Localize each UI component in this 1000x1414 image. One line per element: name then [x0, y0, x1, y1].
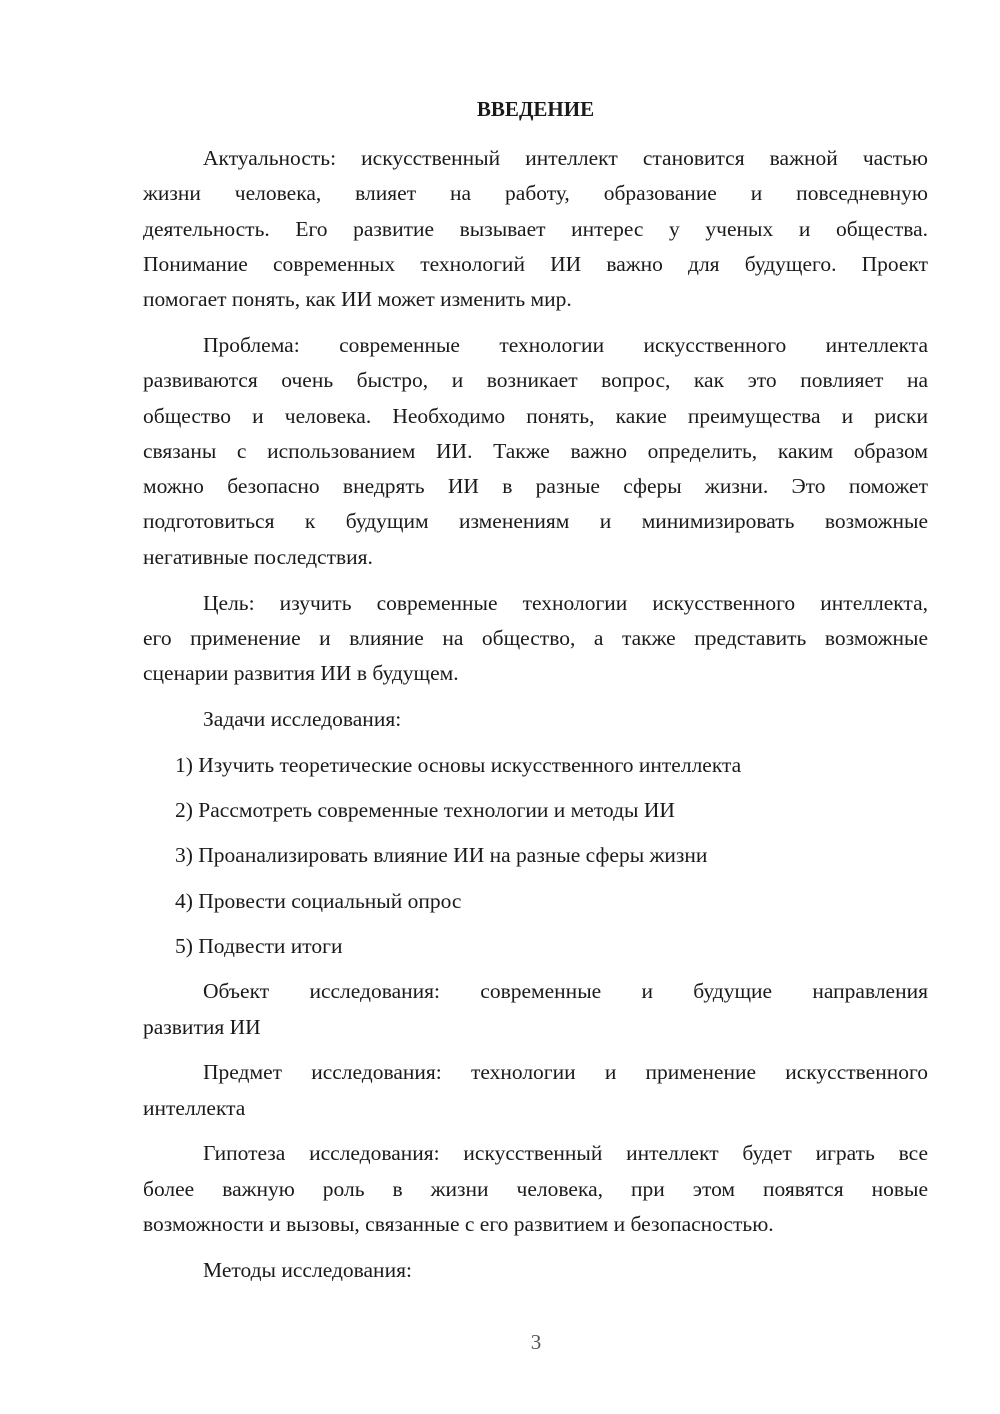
methods-heading [143, 1253, 928, 1288]
text-line: общество и человека. Необходимо понять, какие преимущества и риски [143, 403, 928, 428]
text-line: Предмет исследования: технологии и применение искусственного [203, 1060, 928, 1085]
goal-paragraph [143, 586, 928, 692]
list-item: 2) Рассмотреть современные технологии и методы ИИ [175, 798, 675, 823]
section-heading: ВВЕДЕНИЕ [476, 97, 595, 121]
text-line: Актуальность: искусственный интеллект становится важной частью [203, 146, 928, 170]
text-line: более важную роль в жизни человека, при этом появятся новые [143, 1176, 928, 1201]
document-page [143, 92, 928, 1299]
list-item: 4) Провести социальный опрос [175, 888, 462, 913]
list-item: 1) Изучить теоретические основы искусственного интеллекта [175, 752, 742, 777]
text-line: жизни человека, влияет на работу, образование и повседневную [143, 181, 928, 206]
text-line: интеллекта [143, 1095, 246, 1120]
text-line: помогает понять, как ИИ может изменить мир. [143, 287, 572, 312]
text-line: сценарии развития ИИ в будущем. [143, 661, 459, 686]
hypothesis-paragraph [143, 1136, 928, 1242]
text-line: Гипотеза исследования: искусственный интеллект будет играть все [203, 1141, 928, 1166]
tasks-list [143, 748, 928, 964]
text-line: Цель: изучить современные технологии искусственного интеллекта, [203, 590, 928, 615]
object-paragraph [143, 974, 928, 1045]
list-item: 5) Подвести итоги [175, 933, 343, 958]
text-line: связаны с использованием ИИ. Также важно определить, каким образом [143, 438, 928, 463]
problem-paragraph [143, 328, 928, 575]
text-line: возможности и вызовы, связанные с его развитием и безопасностью. [143, 1212, 774, 1237]
page-number: 3 [530, 1330, 542, 1354]
relevance-paragraph [143, 141, 928, 317]
list-item: 3) Проанализировать влияние ИИ на разные сферы жизни [175, 843, 708, 868]
tasks-heading [143, 702, 928, 737]
text-line: деятельность. Его развитие вызывает интерес у ученых и общества. [143, 216, 928, 241]
text-line: негативные последствия. [143, 544, 373, 569]
text-line: развития ИИ [143, 1014, 261, 1039]
text-line: его применение и влияние на общество, а также представить возможные [143, 625, 928, 650]
text-line: Методы исследования: [203, 1257, 412, 1282]
text-line: развиваются очень быстро, и возникает вопрос, как это повлияет на [143, 368, 928, 393]
text-line: Проблема: современные технологии искусственного интеллекта [203, 332, 928, 357]
text-line: Объект исследования: современные и будущие направления [203, 979, 928, 1004]
text-line: Задачи исследования: [203, 706, 402, 731]
subject-paragraph [143, 1055, 928, 1126]
text-line: подготовиться к будущим изменениям и минимизировать возможные [143, 509, 928, 534]
text-line: Понимание современных технологий ИИ важно для будущего. Проект [143, 251, 928, 276]
text-line: можно безопасно внедрять ИИ в разные сферы жизни. Это поможет [143, 474, 928, 499]
